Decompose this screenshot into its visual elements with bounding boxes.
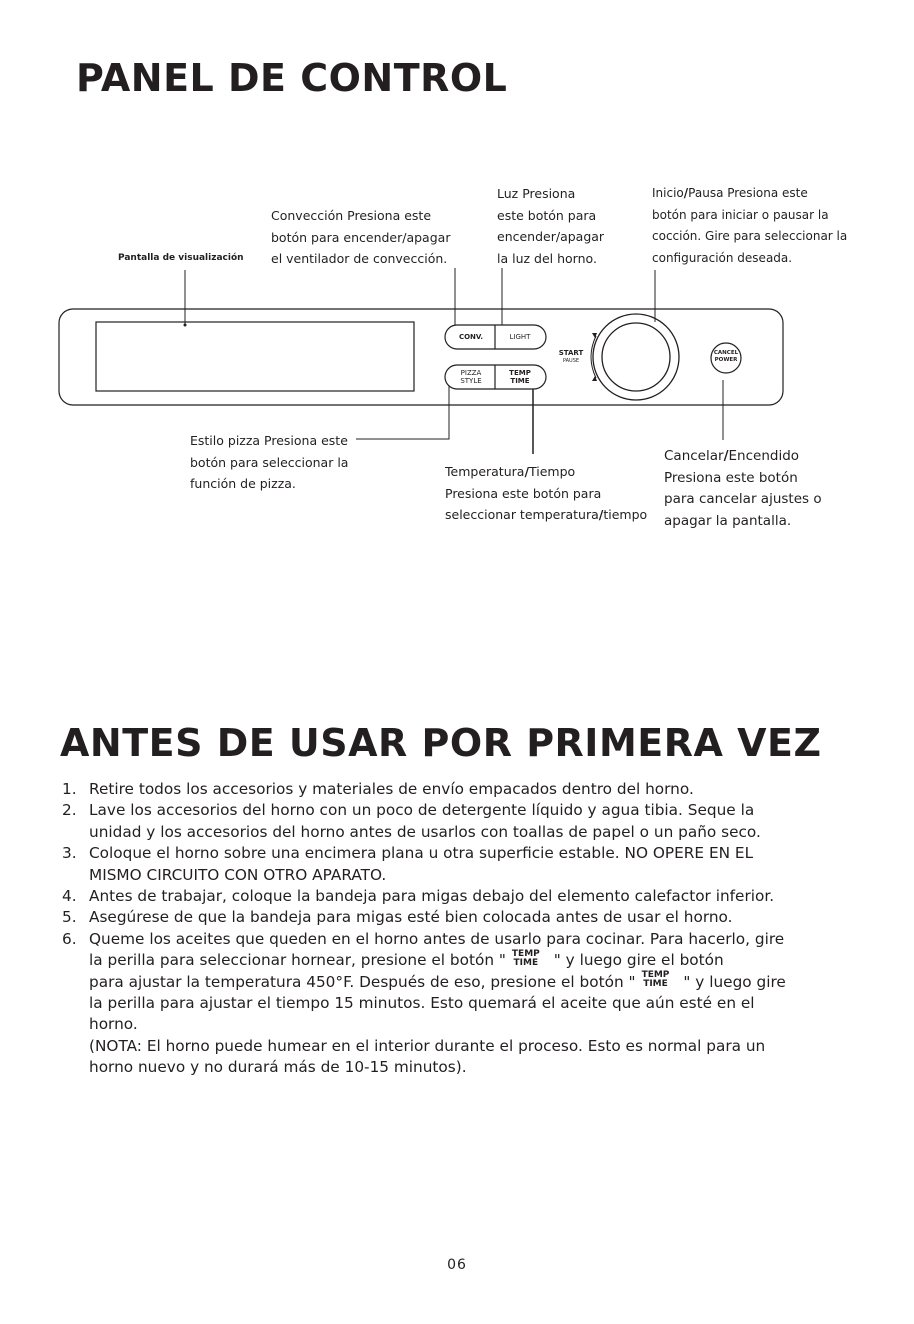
light-button[interactable]: LIGHT <box>509 333 531 341</box>
item-text: Coloque el horno sobre una encimera plana u otra superficie estable. NO OPERE EN EL MISMO CIRCUITO CON OTRO APARATO. <box>89 844 754 884</box>
item-number: 3. <box>62 844 77 863</box>
item-text: Retire todos los accesorios y materiales de envío empacados dentro del horno. <box>89 780 694 798</box>
tt-temp: TEMP <box>641 970 670 981</box>
power-text: POWER <box>714 357 738 363</box>
start-pause-knob[interactable] <box>596 318 676 398</box>
display-label: Pantalla de visualización <box>118 253 244 263</box>
tt-time: TIME <box>643 979 668 990</box>
pizza-style-button[interactable] <box>447 369 495 385</box>
slash: / <box>683 186 689 200</box>
section-title: ANTES DE USAR POR PRIMERA VEZ <box>60 721 822 765</box>
pizza-label-line: Estilo pizza Presiona este <box>190 433 348 448</box>
cancel-text: CANCEL <box>713 350 739 356</box>
conv-label-line: el ventilador de convección. <box>271 251 448 266</box>
temp-time-icon <box>642 971 670 989</box>
pizza-label-line: función de pizza. <box>190 476 296 491</box>
start-label-line: cocción. Gire para seleccionar la <box>652 229 848 243</box>
item-number: 6. <box>62 929 77 948</box>
cancel-label-line: Presiona este botón <box>664 469 798 486</box>
cancel-label-line: apagar la pantalla. <box>664 512 792 529</box>
pizza-text: PIZZA <box>460 369 482 377</box>
light-label-line: este botón para <box>497 207 597 223</box>
item-text: Antes de trabajar, coloque la bandeja para migas debajo del elemento calefactor inferior. <box>89 887 775 906</box>
item-text: Asegúrese de que la bandeja para migas esté bien colocada antes de usar el horno. <box>89 908 733 927</box>
item-text: " y luego gire la perilla para ajustar el tiempo 15 minutos. Esto quemará el aceite que aún esté en el horno. <box>89 972 786 1034</box>
cancel-label-a: Cancelar <box>664 448 724 464</box>
pause-text: PAUSE <box>562 358 580 364</box>
light-label-line: la luz del horno. <box>497 250 597 266</box>
page-number: 06 <box>447 1257 467 1273</box>
control-panel-diagram <box>0 0 914 600</box>
cancel-power-button[interactable] <box>711 350 741 364</box>
tt-time: TIME <box>513 957 539 968</box>
temp-label-line: Presiona este botón para <box>445 485 602 501</box>
page-title: PANEL DE CONTROL <box>76 56 508 100</box>
item-number: 2. <box>62 801 77 820</box>
conv-label-line: Convección Presiona este <box>271 208 432 223</box>
start-label-line: configuración deseada. <box>652 250 793 265</box>
tt-temp: TEMP <box>511 948 540 959</box>
start-label-line: botón para iniciar o pausar la <box>652 207 829 222</box>
item-text: Queme los aceites que queden en el horno antes de usarlo para cocinar. Para hacerlo, gire la perilla para seleccionar hornear, presione el botón " <box>89 929 785 970</box>
pizza-label-line: botón para seleccionar la <box>190 454 349 470</box>
temp-label-a: Temperatura <box>445 464 525 479</box>
start-text: START <box>558 349 584 357</box>
note-text: (NOTA: El horno puede humear en el interior durante el proceso. Esto es normal para un horno nuevo y no durará más de 10-15 minutos). <box>89 1036 766 1077</box>
list-item <box>62 843 802 886</box>
item-number: 5. <box>62 908 77 927</box>
time-text: TIME <box>510 377 530 385</box>
leader-dot <box>184 324 187 327</box>
item-text: para ajustar la temperatura 450°F. Después de eso, presione el botón " <box>89 972 636 991</box>
light-label-line: Luz Presiona <box>497 186 576 201</box>
slash: / <box>524 464 530 479</box>
item-number: 4. <box>62 887 77 906</box>
temp-label-b: Tiempo <box>529 464 576 479</box>
conv-label-line: botón para encender/apagar <box>271 229 451 245</box>
steps-list <box>62 779 802 1079</box>
list-item <box>62 800 802 843</box>
slash: / <box>598 507 604 522</box>
display-window <box>96 322 414 391</box>
start-label-b: Pausa Presiona este <box>688 186 808 200</box>
temp-label-c: seleccionar temperatura <box>445 507 599 522</box>
list-item <box>62 886 802 907</box>
list-item <box>62 779 802 800</box>
item-text: " y luego gire el botón <box>553 951 724 970</box>
conv-button[interactable]: CONV. <box>458 333 484 341</box>
cancel-label-line: para cancelar ajustes o <box>664 491 822 507</box>
list-item <box>62 929 802 1079</box>
temp-time-button[interactable] <box>496 369 544 385</box>
temp-label-d: tiempo <box>603 507 648 522</box>
light-label-line: encender/apagar <box>497 229 605 244</box>
temp-time-icon <box>512 950 540 968</box>
item-number: 1. <box>62 780 77 798</box>
start-label-a: Inicio <box>652 186 684 200</box>
leader-line <box>356 385 449 439</box>
style-text: STYLE <box>460 377 482 385</box>
temp-text: TEMP <box>509 369 531 377</box>
item-text: Lave los accesorios del horno con un poco de detergente líquido y agua tibia. Seque la unidad y los accesorios del horno antes de usarlos con toallas de papel o un paño seco. <box>89 801 761 841</box>
slash: / <box>723 448 729 464</box>
cancel-label-b: Encendido <box>728 448 800 464</box>
list-item <box>62 907 802 928</box>
